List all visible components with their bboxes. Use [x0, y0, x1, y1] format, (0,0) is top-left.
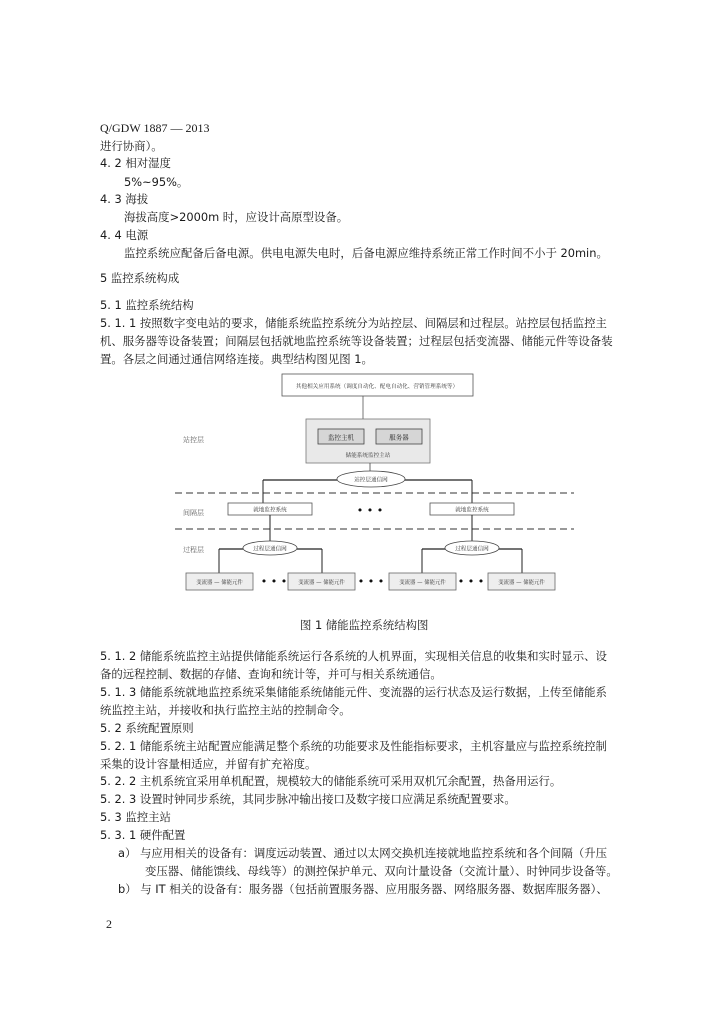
text-line: 5. 2. 3 设置时钟同步系统，其同步脉冲输出接口及数字接口应满足系统配置要求。	[100, 792, 516, 806]
process-network-label-1: 过程层通信网	[253, 546, 287, 553]
list-item-continuation: 变压器、储能馈线、母线等）的测控保护单元、双向计量设备（交流计量）、时钟同步设备等。	[145, 864, 618, 878]
text-line: 进行协商）。	[100, 139, 163, 153]
clause-heading: 4. 2 相对湿度	[100, 156, 171, 170]
text-line: 5. 1. 3 储能系统就地监控系统采集储能系统储能元件、变流器的运行状态及运行数据，上传至储能系	[100, 685, 607, 699]
local-monitor-label-1: 就地监控系统	[253, 507, 287, 514]
text-line: 5. 2. 1 储能系统主站配置应能满足整个系统的功能要求及性能指标要求，主机容量应与监控系统控制	[100, 739, 607, 753]
process-network-label-2: 过程层通信网	[455, 546, 489, 553]
text-line: 置。各层之间通过通信网络连接。典型结构图见图 1。	[100, 352, 373, 366]
server-label: 服务器	[389, 433, 409, 442]
text-line: 5. 1. 1 按照数字变电站的要求，储能系统监控系统分为站控层、间隔层和过程层。站控层包括监控主	[100, 316, 607, 330]
ellipsis-dots: • • •	[457, 575, 485, 588]
text-line: 机、服务器等设备装置；间隔层包括就地监控系统等设备装置；过程层包括变流器、储能元件等设备装	[100, 334, 613, 348]
host-label: 监控主机	[328, 433, 354, 442]
local-monitor-label-2: 就地监控系统	[455, 507, 489, 514]
text-line: 统监控主站，并接收和执行监控主站的控制命令。	[100, 703, 351, 717]
page-number: 2	[106, 917, 112, 931]
text-line: 5. 2. 2 主机系统宜采用单机配置，规模较大的储能系统可采用双机冗余配置，热备用运行。	[100, 774, 562, 788]
station-network-label: 站控层通信网	[354, 477, 388, 484]
text-line: 5. 1. 2 储能系统监控主站提供储能系统运行各系统的人机界面，实现相关信息的收集和实时显示、设	[100, 649, 607, 663]
ellipsis-dots: • • •	[260, 575, 288, 588]
clause-heading: 4. 4 电源	[100, 228, 149, 242]
station-layer-label: 站控层	[183, 436, 204, 444]
figure-caption: 图 1 储能监控系统结构图	[300, 618, 429, 632]
text-line: 监控系统应配备后备电源。供电电源失电时，后备电源应维持系统正常工作时间不小于 20min。	[124, 246, 608, 260]
device-label-3: 变流器 — 储能元件	[399, 580, 446, 586]
text-line: 备的远程控制、数据的存储、查询和统计等，并可与相关系统通信。	[100, 667, 442, 681]
list-item: b） 与 IT 相关的设备有：服务器（包括前置服务器、应用服务器、网络服务器、数据库服务器）、	[118, 882, 608, 896]
clause-heading: 5. 3 监控主站	[100, 810, 171, 824]
bay-layer-label: 间隔层	[183, 509, 204, 517]
clause-heading: 5. 1 监控系统结构	[100, 298, 194, 312]
clause-heading: 5. 3. 1 硬件配置	[100, 828, 186, 842]
ellipsis-dots: • • •	[357, 575, 385, 588]
ellipsis-dots: • • •	[356, 504, 384, 517]
text-line: 5%~95%。	[124, 175, 189, 189]
list-item: a） 与应用相关的设备有：调度远动装置、通过以太网交换机连接就地监控系统和各个间隔（升压	[118, 846, 608, 860]
device-label-2: 变流器 — 储能元件	[298, 580, 345, 586]
clause-heading: 5. 2 系统配置原则	[100, 721, 194, 735]
standard-code: Q/GDW 1887 — 2013	[100, 121, 210, 135]
device-label-1: 变流器 — 储能元件	[196, 580, 243, 586]
text-line: 采集的设计容量相适应，并留有扩充裕度。	[100, 757, 317, 771]
text-line: 海拔高度>2000m 时，应设计高原型设备。	[124, 210, 349, 224]
process-layer-label: 过程层	[183, 546, 204, 554]
device-label-4: 变流器 — 储能元件	[498, 580, 545, 586]
section-heading: 5 监控系统构成	[100, 271, 180, 285]
clause-heading: 4. 3 海拔	[100, 192, 149, 206]
master-station-label: 储能系统监控主站	[345, 453, 391, 459]
external-systems-label: 其他相关应用系统（调度自动化、配电自动化、营销管理系统等）	[295, 384, 459, 390]
